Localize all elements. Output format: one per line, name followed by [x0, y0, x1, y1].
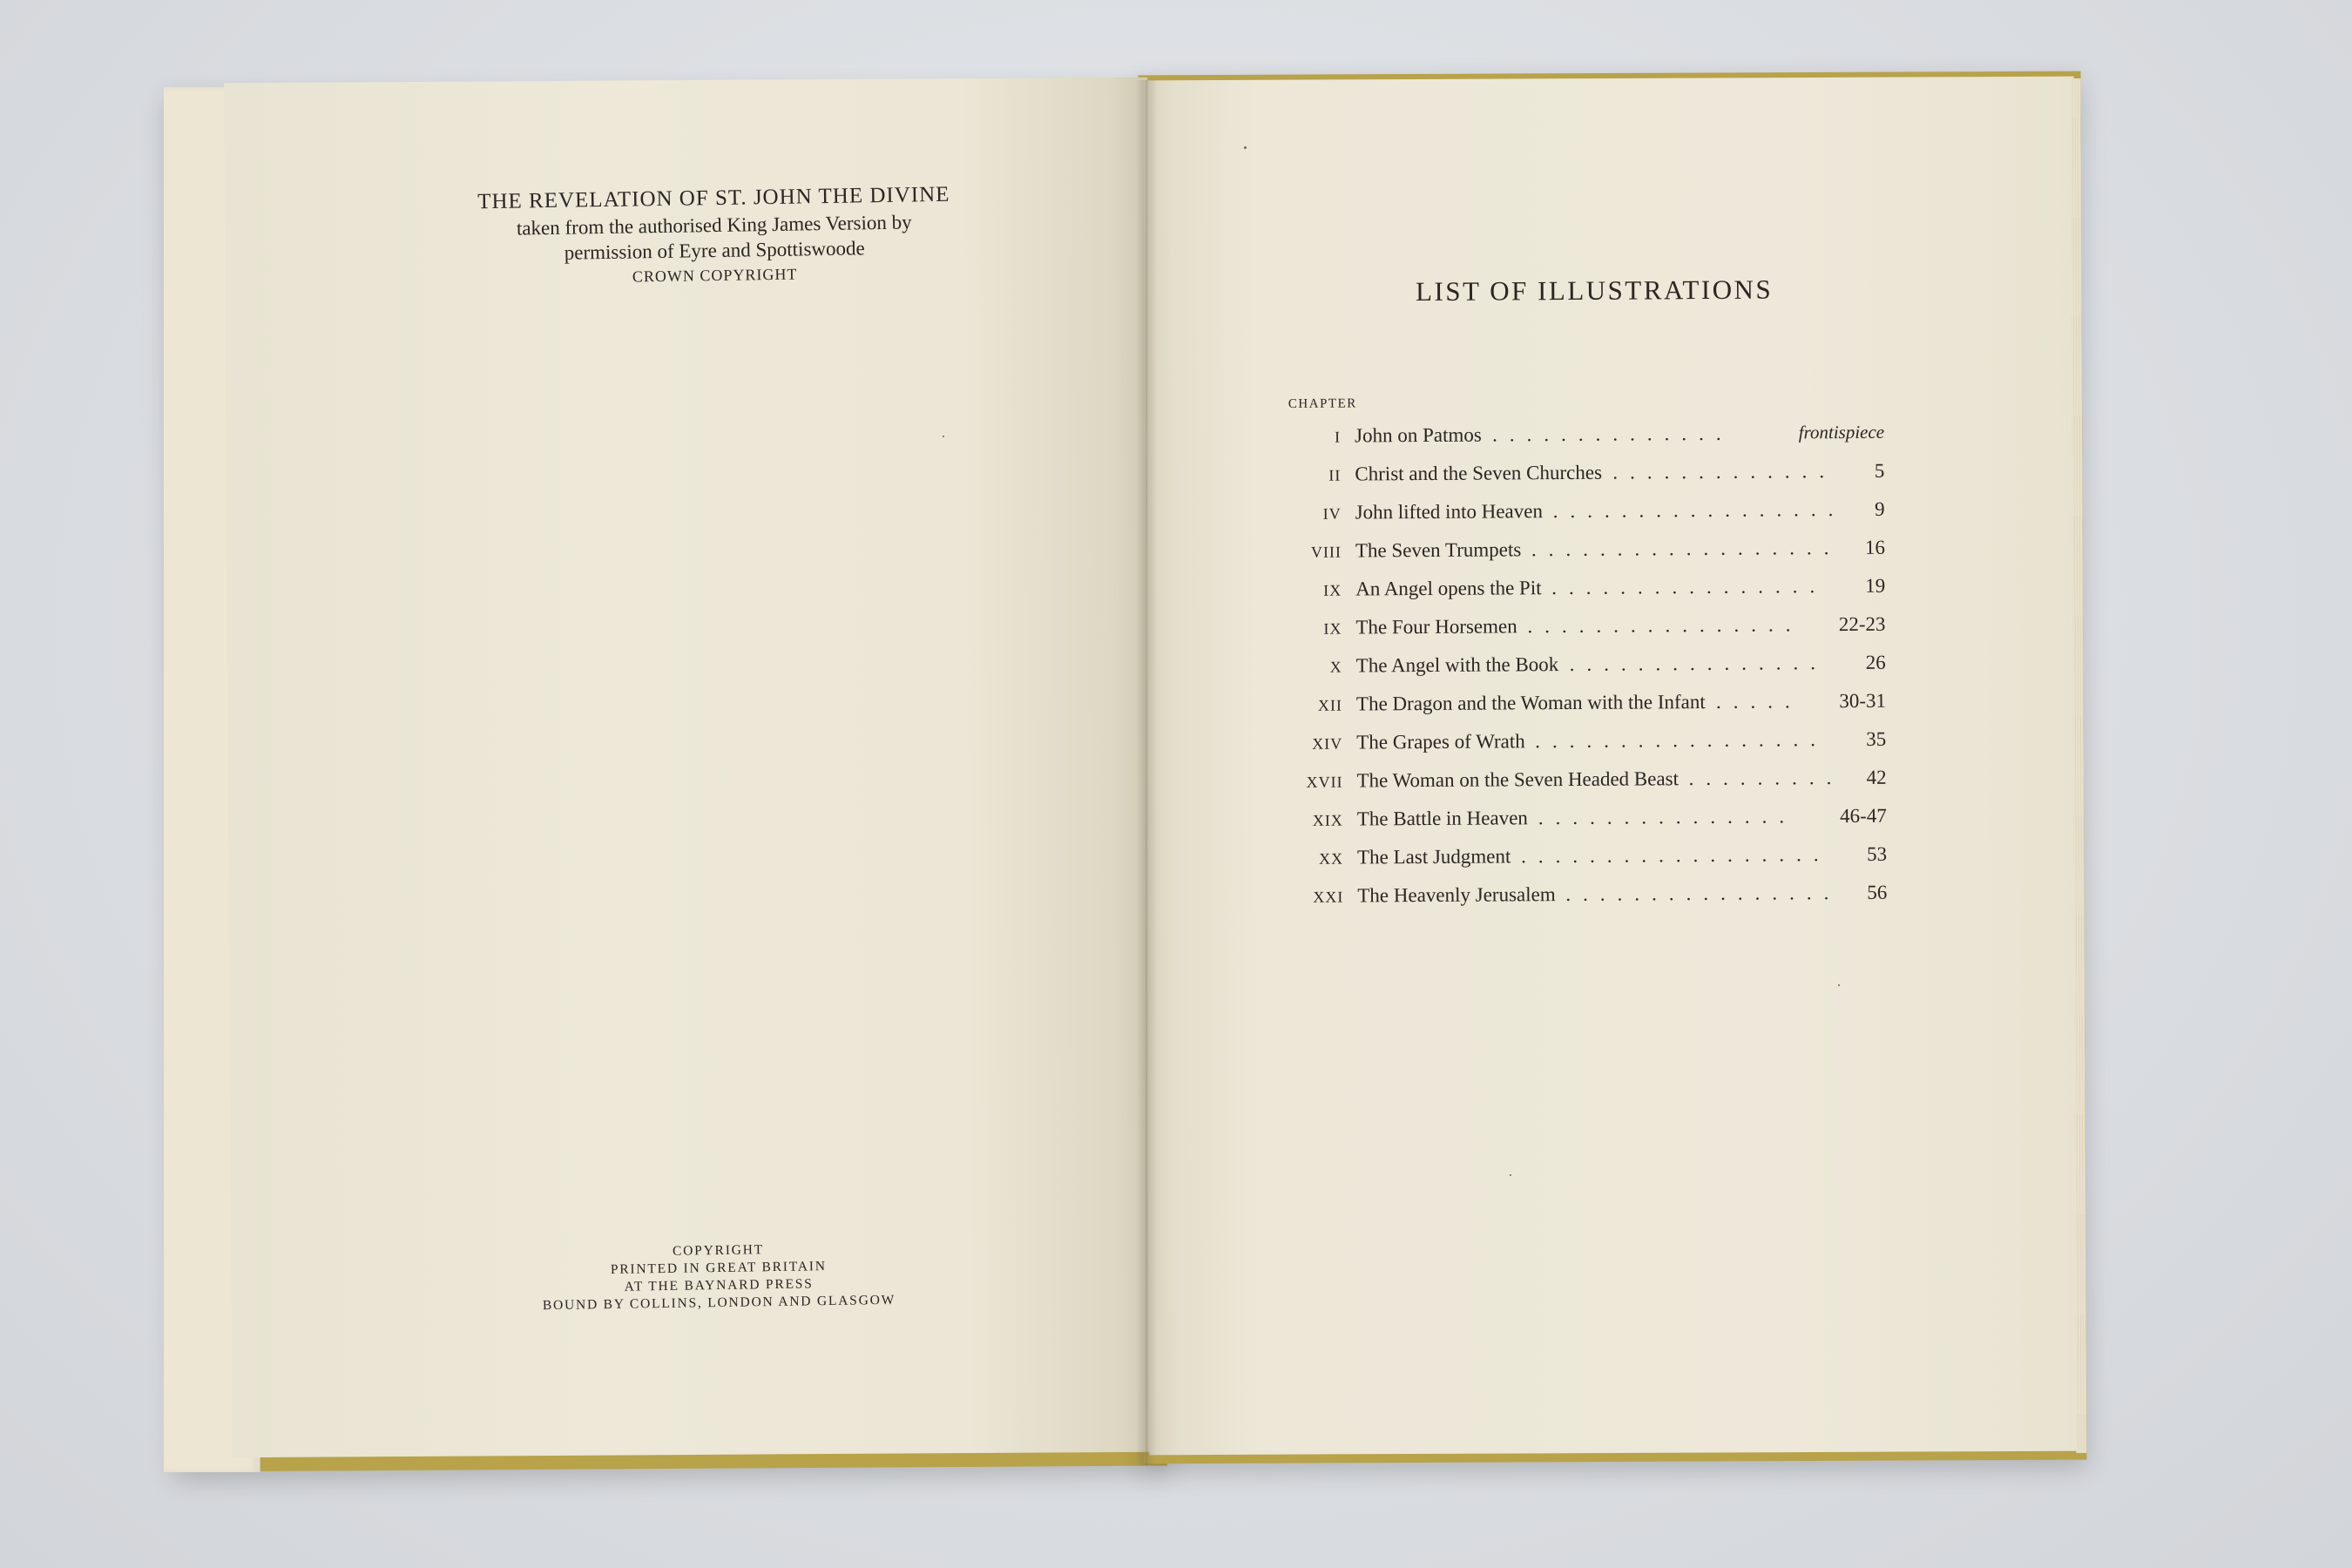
leader-dots: ............. — [1612, 460, 1837, 483]
leader-dots: ................ — [1565, 882, 1842, 906]
illustration-row — [1284, 805, 1894, 847]
illustration-row — [1282, 498, 1892, 540]
illustration-row — [1282, 575, 1892, 617]
illustration-row — [1284, 882, 1894, 923]
illustration-row — [1283, 728, 1893, 770]
illustration-list — [1281, 422, 1894, 923]
chapter-number: IX — [1323, 619, 1342, 638]
imprint-line-1: COPYRIGHT — [672, 1242, 765, 1259]
illustration-page-number: 5 — [1874, 459, 1885, 482]
page-heading: LIST OF ILLUSTRATIONS — [1415, 274, 1774, 308]
illustration-page-number: 22-23 — [1838, 612, 1886, 636]
illustration-title: Christ and the Seven Churches — [1355, 461, 1603, 485]
crown-copyright: CROWN COPYRIGHT — [632, 265, 798, 286]
leader-dots: ................. — [1552, 498, 1846, 523]
illustration-page-number: 30-31 — [1839, 689, 1887, 713]
illustration-page-number: 46-47 — [1840, 804, 1887, 828]
illustration-title: The Dragon and the Woman with the Infant — [1355, 691, 1706, 715]
illustration-page-number: 16 — [1864, 536, 1885, 558]
paper-speck — [1838, 984, 1840, 986]
illustration-title: The Grapes of Wrath — [1356, 730, 1525, 754]
chapter-number: II — [1328, 466, 1342, 484]
chapter-number: VIII — [1310, 543, 1342, 561]
chapter-number: XX — [1319, 849, 1344, 868]
illustration-page-number: 19 — [1865, 574, 1886, 597]
illustration-page-number: 56 — [1867, 881, 1888, 903]
chapter-number: XIV — [1312, 734, 1343, 753]
paper-speck — [1244, 146, 1247, 149]
illustration-row — [1283, 767, 1893, 808]
leader-dots: .................. — [1520, 843, 1831, 868]
illustration-page-number: 26 — [1865, 651, 1886, 673]
illustration-title: The Seven Trumpets — [1355, 538, 1522, 562]
leader-dots: ................ — [1527, 613, 1803, 638]
paper-speck — [943, 436, 944, 437]
illustration-row — [1281, 422, 1891, 463]
illustration-page-number: 35 — [1866, 727, 1887, 750]
illustration-page-number: 53 — [1866, 842, 1888, 865]
leader-dots: ................ — [1551, 575, 1828, 599]
book-title: THE REVELATION OF ST. JOHN THE DIVINE — [476, 182, 950, 214]
colophon-top — [452, 180, 977, 291]
illustration-page-number: frontispiece — [1798, 421, 1885, 443]
chapter-number: XXI — [1313, 888, 1344, 906]
illustration-title: The Last Judgment — [1356, 845, 1511, 868]
illustration-title: John lifted into Heaven — [1355, 500, 1543, 524]
illustration-title: The Heavenly Jerusalem — [1357, 883, 1556, 907]
illustration-title: John on Patmos — [1355, 423, 1482, 447]
chapter-number: IV — [1322, 504, 1342, 523]
chapter-number: XVII — [1306, 773, 1343, 791]
leader-dots: ................. — [1535, 728, 1828, 753]
leader-dots: ............... — [1538, 805, 1797, 829]
chapter-number: X — [1329, 658, 1342, 676]
illustration-row — [1282, 613, 1892, 655]
book-gutter — [1136, 80, 1157, 1465]
imprint-line-3: AT THE BAYNARD PRESS — [624, 1276, 814, 1294]
illustration-row — [1283, 690, 1893, 732]
chapter-column-label: CHAPTER — [1288, 396, 1357, 411]
imprint-line-4: BOUND BY COLLINS, LONDON AND GLASGOW — [542, 1292, 896, 1314]
imprint-block — [487, 1239, 950, 1315]
illustration-title: The Woman on the Seven Headed Beast — [1356, 767, 1680, 792]
chapter-number: IX — [1323, 581, 1342, 599]
paper-speck — [1510, 1174, 1511, 1176]
leader-dots: .............. — [1492, 422, 1734, 446]
leader-dots: ..... — [1715, 690, 1802, 713]
illustration-title: An Angel opens the Pit — [1355, 577, 1542, 600]
illustration-row — [1284, 843, 1894, 885]
leader-dots: ............... — [1569, 652, 1828, 675]
leader-dots: .................. — [1531, 537, 1842, 561]
chapter-number: XII — [1317, 696, 1343, 714]
leader-dots: ......... — [1688, 767, 1844, 790]
source-line-1: taken from the authorised King James Version by — [516, 211, 912, 240]
illustration-title: The Battle in Heaven — [1356, 807, 1528, 830]
illustration-title: The Angel with the Book — [1355, 653, 1559, 677]
illustration-title: The Four Horsemen — [1355, 615, 1517, 639]
source-line-2: permission of Eyre and Spottiswoode — [564, 237, 865, 264]
illustration-row — [1282, 537, 1892, 578]
imprint-line-2: PRINTED IN GREAT BRITAIN — [610, 1259, 827, 1277]
illustration-page-number: 9 — [1875, 497, 1885, 520]
illustration-row — [1281, 460, 1891, 502]
illustration-row — [1283, 652, 1893, 693]
illustration-page-number: 42 — [1866, 766, 1887, 788]
chapter-number: XIX — [1312, 811, 1343, 829]
chapter-number: I — [1335, 428, 1342, 446]
